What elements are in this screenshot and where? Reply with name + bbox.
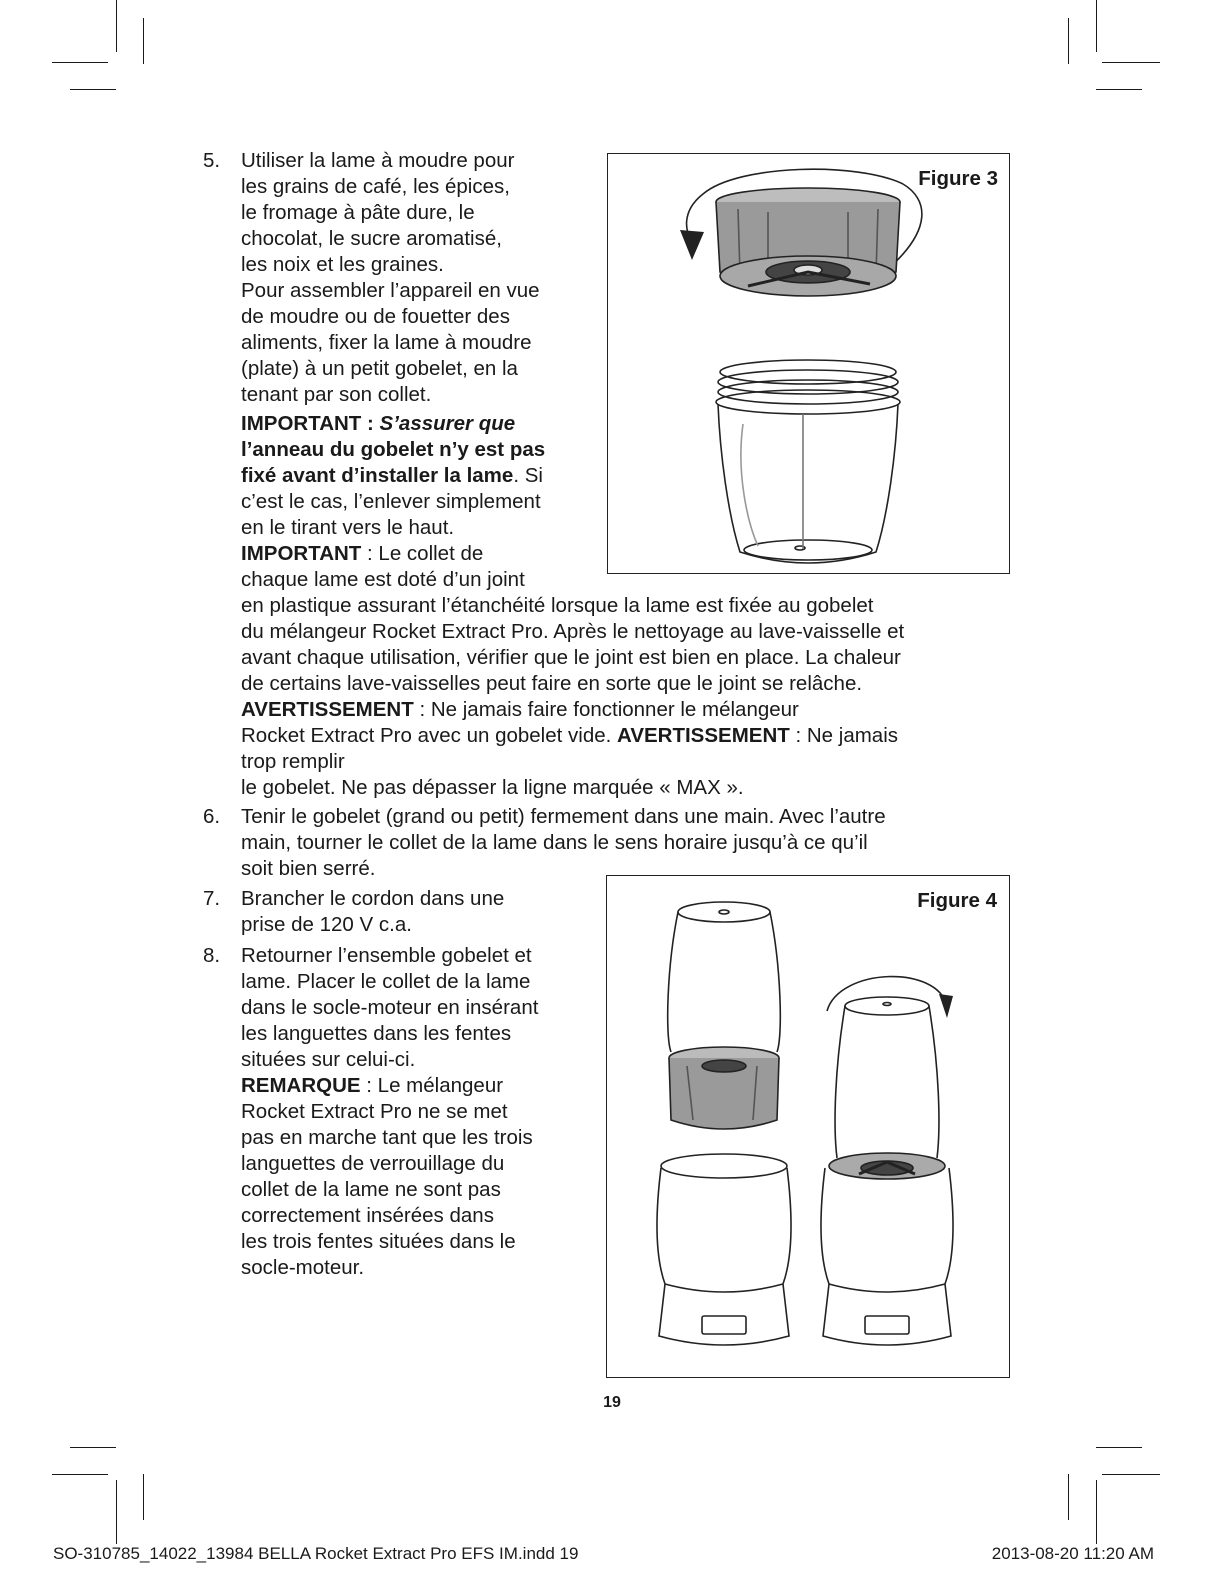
text-line: tenant par son collet. <box>241 383 432 406</box>
figure-3 <box>607 153 1010 574</box>
text-line: main, tourner le collet de la lame dans le sens horaire jusqu’à ce qu’il <box>241 831 868 854</box>
text-fragment: : Le collet de <box>361 542 484 565</box>
text-line: avant chaque utilisation, vérifier que le joint est bien en place. La chaleur <box>241 646 901 669</box>
text-fragment: Rocket Extract Pro avec un gobelet vide. <box>241 724 618 747</box>
text-fragment: : Ne jamais faire fonctionner le mélangeur <box>413 698 799 721</box>
text-line: les noix et les graines. <box>241 253 444 276</box>
text-fragment: . Si <box>513 464 543 487</box>
important-label: IMPORTANT <box>241 542 362 565</box>
important-bold: fixé avant d’installer la lame <box>241 464 514 487</box>
text-line: Brancher le cordon dans une <box>241 887 505 910</box>
text-line: de moudre ou de fouetter des <box>241 305 510 328</box>
text-line: Pour assembler l’appareil en vue <box>241 279 540 302</box>
text-line: Rocket Extract Pro ne se met <box>241 1100 508 1123</box>
page-number: 19 <box>603 1394 621 1411</box>
text-line: lame. Placer le collet de la lame <box>241 970 531 993</box>
text-line: le fromage à pâte dure, le <box>241 201 475 224</box>
figure-4 <box>606 875 1010 1378</box>
important-label: IMPORTANT <box>241 412 362 435</box>
text-line: Utiliser la lame à moudre pour <box>241 149 515 172</box>
figure-3-label: Figure 3 <box>918 167 998 190</box>
text-fragment: : Ne jamais <box>789 724 899 747</box>
step-7-number: 7. <box>203 887 221 910</box>
text-line: chaque lame est doté d’un joint <box>241 568 525 591</box>
warning-label: AVERTISSEMENT <box>241 698 414 721</box>
text-line: soit bien serré. <box>241 857 376 880</box>
text-line: correctement insérées dans <box>241 1204 494 1227</box>
step-6-number: 6. <box>203 805 221 828</box>
motor-base-assembly-illustration <box>607 876 1008 1376</box>
text-line: socle-moteur. <box>241 1256 365 1279</box>
footer-filename: SO-310785_14022_13984 BELLA Rocket Extract Pro EFS IM.indd 19 <box>53 1544 579 1563</box>
text-line: collet de la lame ne sont pas <box>241 1178 501 1201</box>
text-line: de certains lave-vaisselles peut faire en sorte que le joint se relâche. <box>241 672 863 695</box>
text-line: les grains de café, les épices, <box>241 175 510 198</box>
text-line: languettes de verrouillage du <box>241 1152 505 1175</box>
text-line: en le tirant vers le haut. <box>241 516 455 539</box>
blade-and-cup-illustration <box>608 154 1008 572</box>
text-line <box>241 697 799 723</box>
text-line: c’est le cas, l’enlever simplement <box>241 490 541 513</box>
text-line: dans le socle-moteur en insérant <box>241 996 539 1019</box>
warning-label: AVERTISSEMENT <box>617 724 790 747</box>
step-5-number: 5. <box>203 149 221 172</box>
text-fragment: : Le mélangeur <box>360 1074 504 1097</box>
step-8-number: 8. <box>203 944 221 967</box>
text-line: pas en marche tant que les trois <box>241 1126 533 1149</box>
important-italic: S’assurer que <box>379 412 516 435</box>
text-line: en plastique assurant l’étanchéité lorsque la lame est fixée au gobelet <box>241 594 874 617</box>
text-line: situées sur celui-ci. <box>241 1048 416 1071</box>
text-line: trop remplir <box>241 750 345 773</box>
important-bold: l’anneau du gobelet n’y est pas <box>241 438 546 461</box>
text-line: aliments, fixer la lame à moudre <box>241 331 532 354</box>
text-line: (plate) à un petit gobelet, en la <box>241 357 518 380</box>
text-line: chocolat, le sucre aromatisé, <box>241 227 502 250</box>
text-line: prise de 120 V c.a. <box>241 913 412 936</box>
text-line <box>241 723 898 749</box>
figure-4-label: Figure 4 <box>917 889 997 912</box>
text-line: le gobelet. Ne pas dépasser la ligne marquée « MAX ». <box>241 776 744 799</box>
text-line: les languettes dans les fentes <box>241 1022 512 1045</box>
text-line <box>241 541 483 567</box>
text-line <box>241 1073 503 1099</box>
text-line <box>241 437 545 463</box>
separator: : <box>361 412 380 435</box>
text-line: les trois fentes situées dans le <box>241 1230 516 1253</box>
text-line: Tenir le gobelet (grand ou petit) fermement dans une main. Avec l’autre <box>241 805 886 828</box>
text-line <box>241 411 515 437</box>
text-line: du mélangeur Rocket Extract Pro. Après le nettoyage au lave-vaisselle et <box>241 620 905 643</box>
footer-timestamp: 2013-08-20 11:20 AM <box>991 1544 1154 1563</box>
text-line: Retourner l’ensemble gobelet et <box>241 944 532 967</box>
remark-label: REMARQUE <box>241 1074 361 1097</box>
text-line <box>241 463 543 489</box>
